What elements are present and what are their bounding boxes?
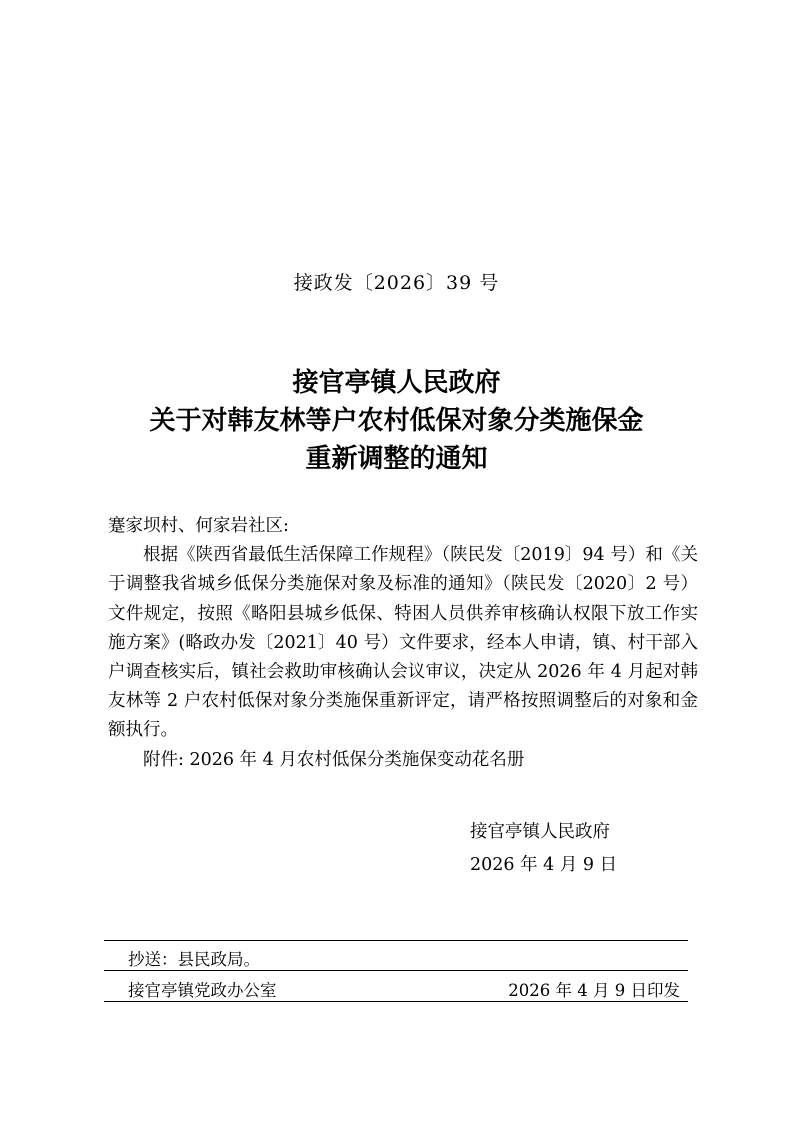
- signature-issuer: 接官亭镇人民政府: [470, 822, 610, 842]
- footer-cc: 抄送：县民政局。: [128, 950, 260, 969]
- footer-divider-middle: [104, 970, 688, 971]
- footer-divider-top: [104, 940, 688, 941]
- document-title: [0, 364, 793, 478]
- addressee: 蹇家坝村、何家岩社区:: [108, 516, 289, 536]
- document-number: 接政发〔2026〕39 号: [293, 272, 500, 294]
- title-line-3: 重新调整的通知: [305, 444, 488, 474]
- footer-divider-bottom: [104, 1001, 688, 1002]
- body-paragraph: 根据《陕西省最低生活保障工作规程》（陕民发〔2019〕94 号）和《关于调整我省城乡低保分类施保对象及标准的通知》（陕民发〔2020〕2 号）文件规定，按照《略阳县城乡低保、特困人员供养审核确认权限下放工作实施方案》(略政办发〔2021〕40 号）文件要求，经本人申请，镇、村干部入户调查核实后，镇社会救助审核确认会议审议，决定从 2026 年 4 月起对韩友林等 2 户农村低保对象分类施保重新评定，请严格按照调整后的对象和金额执行。: [108, 545, 698, 741]
- signature-block: [470, 816, 617, 882]
- footer-issuing-office: 接官亭镇党政办公室: [128, 981, 277, 1000]
- signature-date: 2026 年 4 月 9 日: [470, 855, 618, 875]
- title-line-1: 接官亭镇人民政府: [292, 368, 501, 398]
- title-line-2: 关于对韩友林等户农村低保对象分类施保金: [149, 406, 644, 436]
- document-body: [108, 512, 698, 775]
- attachment-note: 附件: 2026 年 4 月农村低保分类施保变动花名册: [143, 749, 525, 770]
- footer-print-date: 2026 年 4 月 9 日印发: [508, 981, 680, 1000]
